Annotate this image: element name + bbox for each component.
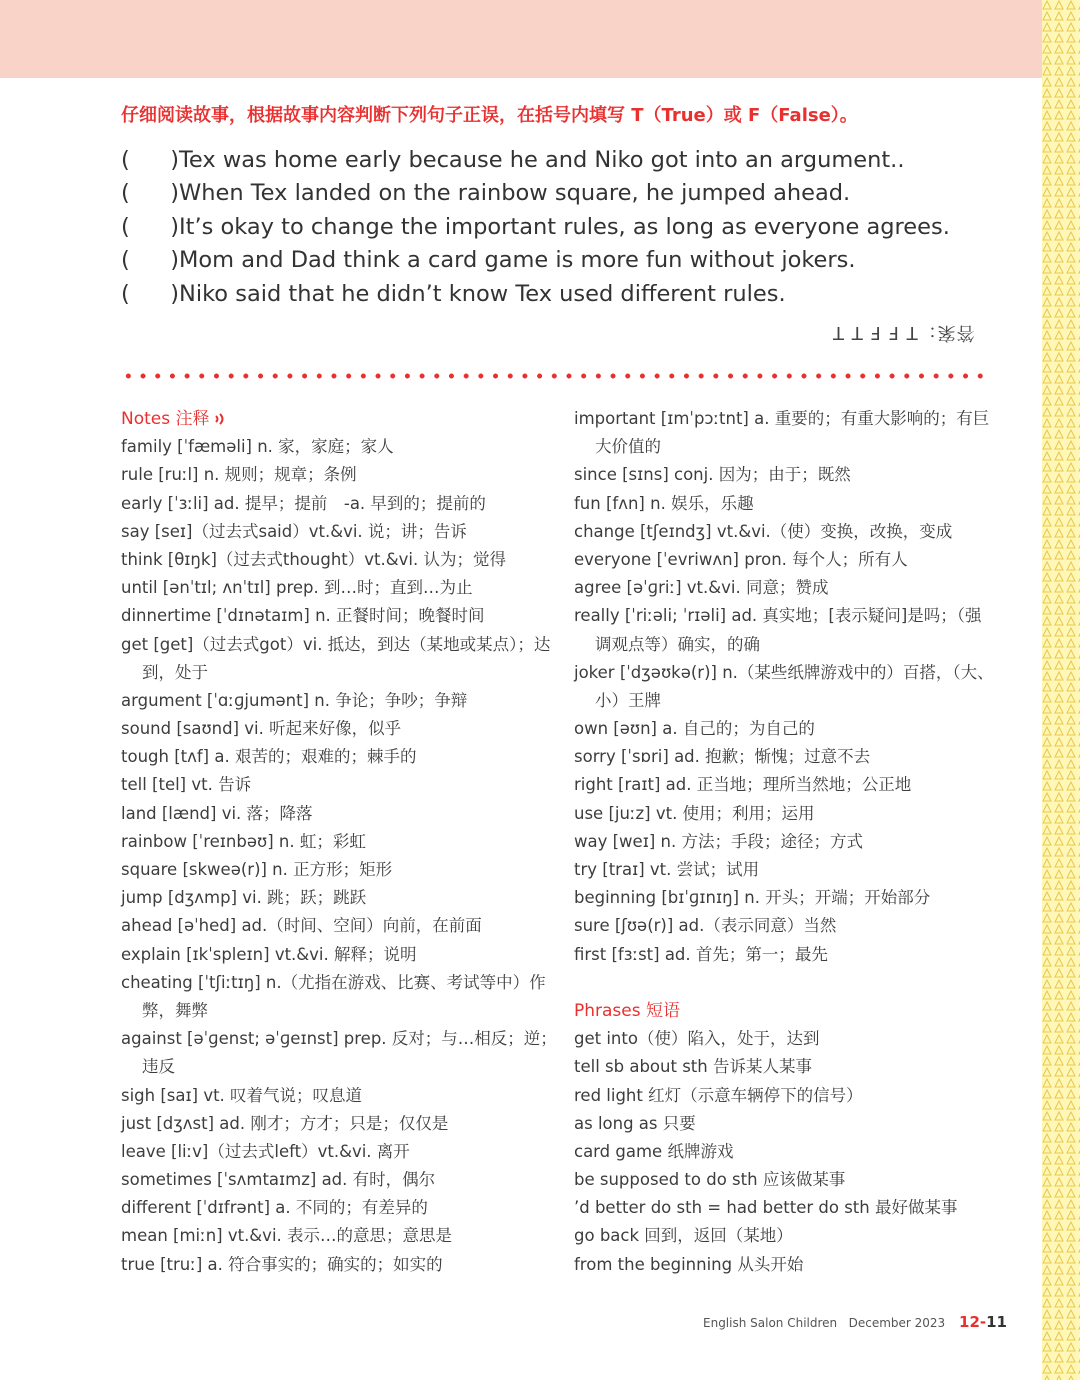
- vocab-entry-continued: 调观点等）确实，的确: [595, 634, 760, 654]
- vocab-entry: dinnertime [ˈdɪnətaɪm] n. 正餐时间；晚餐时间: [121, 606, 485, 626]
- vocab-entry: early [ˈɜːli] ad. 提早；提前 -a. 早到的；提前的: [121, 493, 486, 513]
- phrase-entry: red light 红灯（示意车辆停下的信号）: [574, 1085, 863, 1105]
- vocab-entry: family [ˈfæməli] n. 家，家庭；家人: [121, 437, 394, 457]
- question-text: When Tex landed on the rainbow square, he jumped ahead.: [179, 180, 851, 207]
- question-text: Niko said that he didn’t know Tex used different rules.: [179, 280, 786, 307]
- vocab-entry: sorry [ˈsɒri] ad. 抱歉；惭愧；过意不去: [574, 747, 871, 767]
- vocab-entry-continued: 小）王牌: [595, 690, 661, 710]
- vocab-entry-continued: 违反: [142, 1057, 175, 1077]
- answer-blank[interactable]: ( ): [121, 247, 179, 274]
- vocab-entry: beginning [bɪˈɡɪnɪŋ] n. 开头；开端；开始部分: [574, 888, 931, 908]
- vocab-entry: get [get]（过去式got）vi. 抵达，到达（某地或某点）；达: [121, 634, 551, 654]
- notes-heading: Notes 注释: [121, 405, 541, 433]
- vocab-entry: true [truː] a. 符合事实的；确实的；如实的: [121, 1254, 443, 1274]
- vocab-entry: argument [ˈɑːɡjumənt] n. 争论；争吵；争辩: [121, 690, 468, 710]
- answer-blank[interactable]: ( ): [121, 180, 179, 207]
- vocab-entry-continued: 到，处于: [142, 662, 208, 682]
- phrase-entry: go back 回到，返回（某地）: [574, 1226, 793, 1246]
- vocab-entry: jump [dʒʌmp] vi. 跳；跃；跳跃: [121, 888, 367, 908]
- vocab-entry-continued: 弊，舞弊: [142, 1000, 208, 1020]
- vocab-entry: tell [tel] vt. 告诉: [121, 775, 252, 795]
- answer-blank[interactable]: ( ): [121, 280, 179, 307]
- vocab-entry: land [lænd] vi. 落；降落: [121, 803, 313, 823]
- vocab-entry: first [fɜːst] ad. 首先；第一；最先: [574, 944, 828, 964]
- vocab-entry: way [weɪ] n. 方法；手段；途径；方式: [574, 831, 863, 851]
- vocab-entry: explain [ɪkˈspleɪn] vt.&vi. 解释；说明: [121, 944, 417, 964]
- vocab-entry: rainbow [ˈreɪnbəʊ] n. 虹；彩虹: [121, 831, 366, 851]
- vocab-entry: right [raɪt] ad. 正当地；理所当然地；公正地: [574, 775, 912, 795]
- vocab-entry: against [əˈɡenst; əˈɡeɪnst] prep. 反对；与…相反；逆；: [121, 1029, 557, 1049]
- vocab-entry: everyone [ˈevriwʌn] pron. 每个人；所有人: [574, 549, 908, 569]
- vocab-entry: sure [ʃʊə(r)] ad.（表示同意）当然: [574, 916, 837, 936]
- question-list: [121, 143, 1021, 311]
- vocab-entry: until [ənˈtɪl; ʌnˈtɪl] prep. 到…时；直到…为止: [121, 578, 473, 598]
- phrase-entry: as long as 只要: [574, 1113, 696, 1133]
- phrase-entry: tell sb about sth 告诉某人某事: [574, 1057, 812, 1077]
- vocab-entry: different [ˈdɪfrənt] a. 不同的；有差异的: [121, 1198, 428, 1218]
- vocab-entry: since [sɪns] conj. 因为；由于；既然: [574, 465, 851, 485]
- question-text: Tex was home early because he and Niko got into an argument..: [179, 146, 905, 173]
- question-item: [121, 177, 1021, 211]
- vocab-entry: cheating [ˈtʃiːtɪŋ] n.（尤指在游戏、比赛、考试等中）作: [121, 972, 546, 992]
- vocab-entry: important [ɪmˈpɔːtnt] a. 重要的；有重大影响的；有巨: [574, 409, 990, 428]
- phrases-heading: Phrases 短语: [574, 1000, 681, 1021]
- question-item: [121, 143, 1021, 177]
- dotted-divider: [121, 372, 987, 380]
- exercise-instruction: 仔细阅读故事，根据故事内容判断下列句子正误，在括号内填写 T（True）或 F（False）。: [121, 105, 858, 126]
- vocab-entry: try [traɪ] vt. 尝试；试用: [574, 860, 760, 879]
- vocab-entry: fun [fʌn] n. 娱乐，乐趣: [574, 493, 754, 513]
- section-gap: [574, 969, 994, 997]
- vocab-entry: think [θɪŋk]（过去式thought）vt.&vi. 认为；觉得: [121, 549, 506, 569]
- question-text: It’s okay to change the important rules, as long as everyone agrees.: [179, 213, 950, 240]
- question-item: [121, 244, 1021, 278]
- vocab-entry: ahead [əˈhed] ad.（时间、空间）向前，在前面: [121, 916, 482, 936]
- vocab-entry-continued: 大价值的: [595, 437, 661, 457]
- phrase-entry: get into（使）陷入，处于，达到: [574, 1029, 820, 1049]
- phrase-entry: be supposed to do sth 应该做某事: [574, 1170, 846, 1190]
- page-footer: [703, 1313, 1007, 1331]
- vocab-entry: own [əʊn] a. 自己的；为自己的: [574, 719, 815, 739]
- vocab-entry: agree [əˈɡriː] vt.&vi. 同意；赞成: [574, 578, 829, 598]
- vocab-entry: tough [tʌf] a. 艰苦的；艰难的；棘手的: [121, 747, 417, 767]
- vocab-entry: square [skweə(r)] n. 正方形；矩形: [121, 860, 393, 879]
- vocab-entry: really [ˈriːəli; ˈrɪəli] ad. 真实地；[表示疑问]是吗；（强: [574, 606, 982, 626]
- answer-blank[interactable]: ( ): [121, 146, 179, 173]
- answer-blank[interactable]: ( ): [121, 213, 179, 240]
- vocab-entry: joker [ˈdʒəʊkə(r)] n.（某些纸牌游戏中的）百搭，（大、: [574, 662, 994, 682]
- vocab-entry: change [tʃeɪndʒ] vt.&vi.（使）变换，改换，变成: [574, 521, 953, 541]
- decorative-side-strip: [1042, 0, 1080, 1380]
- header-band: [0, 0, 1042, 78]
- notes-column-right: [574, 405, 994, 1279]
- vocab-entry: say [seɪ]（过去式said）vt.&vi. 说；讲；告诉: [121, 521, 467, 541]
- triangle-pattern: [1042, 0, 1080, 1380]
- vocab-entry: sound [saʊnd] vi. 听起来好像，似乎: [121, 719, 402, 739]
- phrase-entry: ’d better do sth = had better do sth 最好做某事: [574, 1198, 958, 1218]
- notes-column-left: [121, 405, 557, 1279]
- question-item: [121, 210, 1021, 244]
- page-number: 12-11: [959, 1313, 1007, 1331]
- answer-key-upside-down: 答案：T F F T T: [832, 322, 975, 343]
- vocab-entry: sigh [saɪ] vt. 叹着气说；叹息道: [121, 1085, 363, 1105]
- issue-date: December 2023: [848, 1316, 946, 1330]
- question-item: [121, 277, 1021, 311]
- vocab-entry: use [juːz] vt. 使用；利用；运用: [574, 803, 815, 823]
- vocab-entry: sometimes [ˈsʌmtaɪmz] ad. 有时，偶尔: [121, 1170, 436, 1190]
- phrase-entry: card game 纸牌游戏: [574, 1141, 734, 1161]
- vocab-entry: rule [ruːl] n. 规则；规章；条例: [121, 465, 357, 485]
- question-text: Mom and Dad think a card game is more fun without jokers.: [179, 247, 856, 274]
- vocab-entry: leave [liːv]（过去式left）vt.&vi. 离开: [121, 1141, 410, 1161]
- vocab-entry: mean [miːn] vt.&vi. 表示…的意思；意思是: [121, 1226, 453, 1246]
- phrase-entry: from the beginning 从头开始: [574, 1254, 804, 1274]
- magazine-name: English Salon Children: [703, 1316, 838, 1330]
- audio-icon[interactable]: [214, 412, 226, 426]
- vocab-entry: just [dʒʌst] ad. 刚才；方才；只是；仅仅是: [121, 1113, 449, 1133]
